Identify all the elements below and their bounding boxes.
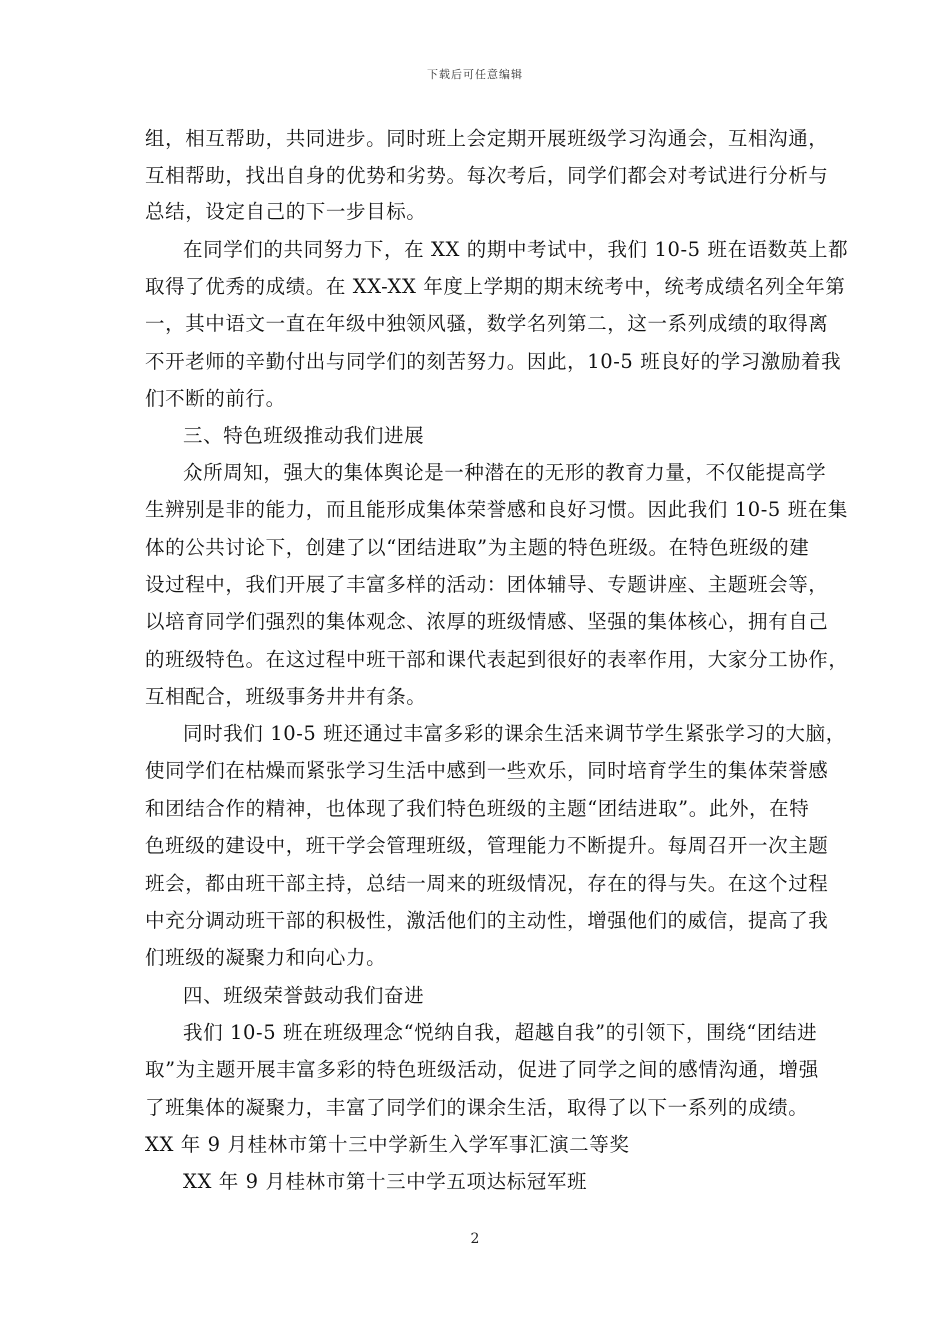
section-heading: 三、特色班级推动我们进展 (183, 424, 425, 447)
paragraph-line: 不开老师的辛勤付出与同学们的刻苦努力。因此，10-5 班良好的学习激励着我 (145, 350, 842, 373)
paragraph-line: 生辨别是非的能力，而且能形成集体荣誉感和良好习惯。因此我们 10-5 班在集 (145, 498, 849, 521)
paragraph-line: 在同学们的共同努力下，在 XX 的期中考试中，我们 10-5 班在语数英上都 (183, 238, 849, 261)
paragraph-line: 班会，都由班干部主持，总结一周来的班级情况，存在的得与失。在这个过程 (145, 872, 829, 895)
section-heading: 四、班级荣誉鼓动我们奋进 (183, 984, 425, 1007)
paragraph-line: 们班级的凝聚力和向心力。 (145, 946, 387, 969)
paragraph-line: 组，相互帮助，共同进步。同时班上会定期开展班级学习沟通会，互相沟通， (145, 127, 829, 150)
paragraph-line: 同时我们 10-5 班还通过丰富多彩的课余生活来调节学生紧张学习的大脑， (183, 722, 846, 745)
paragraph-line: 我们 10-5 班在班级理念“悦纳自我，超越自我”的引领下，围绕“团结进 (183, 1021, 818, 1044)
paragraph-line: 的班级特色。在这过程中班干部和课代表起到很好的表率作用，大家分工协作， (145, 648, 849, 671)
page-number: 2 (470, 1231, 480, 1247)
paragraph-line: 设过程中，我们开展了丰富多样的活动：团体辅导、专题讲座、主题班会等， (145, 573, 829, 596)
paragraph-line: 取得了优秀的成绩。在 XX-XX 年度上学期的期末统考中，统考成绩名列全年第 (145, 275, 846, 298)
paragraph-line: 了班集体的凝聚力，丰富了同学们的课余生活，取得了以下一系列的成绩。 (145, 1096, 809, 1119)
paragraph-line: 以培育同学们强烈的集体观念、浓厚的班级情感、坚强的集体核心，拥有自己 (145, 610, 829, 633)
paragraph-line: 互相配合，班级事务井井有条。 (145, 685, 427, 708)
paragraph-line: 和团结合作的精神，也体现了我们特色班级的主题“团结进取”。此外，在特 (145, 797, 810, 820)
paragraph-line: 们不断的前行。 (145, 387, 286, 410)
award-item: XX 年 9 月桂林市第十三中学新生入学军事汇演二等奖 (145, 1133, 630, 1156)
paragraph-line: 中充分调动班干部的积极性，激活他们的主动性，增强他们的威信，提高了我 (145, 909, 829, 932)
paragraph-line: 体的公共讨论下，创建了以“团结进取”为主题的特色班级。在特色班级的建 (145, 536, 810, 559)
paragraph-line: 色班级的建设中，班干学会管理班级，管理能力不断提升。每周召开一次主题 (145, 834, 829, 857)
paragraph-line: 一，其中语文一直在年级中独领风骚，数学名列第二，这一系列成绩的取得离 (145, 312, 829, 335)
paragraph-line: 总结，设定自己的下一步目标。 (145, 200, 427, 223)
paragraph-line: 取”为主题开展丰富多彩的特色班级活动，促进了同学之间的感情沟通，增强 (145, 1058, 819, 1081)
paragraph-line: 使同学们在枯燥而紧张学习生活中感到一些欢乐，同时培育学生的集体荣誉感 (145, 759, 829, 782)
paragraph-line: 互相帮助，找出自身的优势和劣势。每次考后，同学们都会对考试进行分析与 (145, 164, 829, 187)
page-header: 下载后可任意编辑 (427, 68, 523, 81)
paragraph-line: 众所周知，强大的集体舆论是一种潜在的无形的教育力量，不仅能提高学 (183, 461, 827, 484)
award-item: XX 年 9 月桂林市第十三中学五项达标冠军班 (183, 1170, 588, 1193)
